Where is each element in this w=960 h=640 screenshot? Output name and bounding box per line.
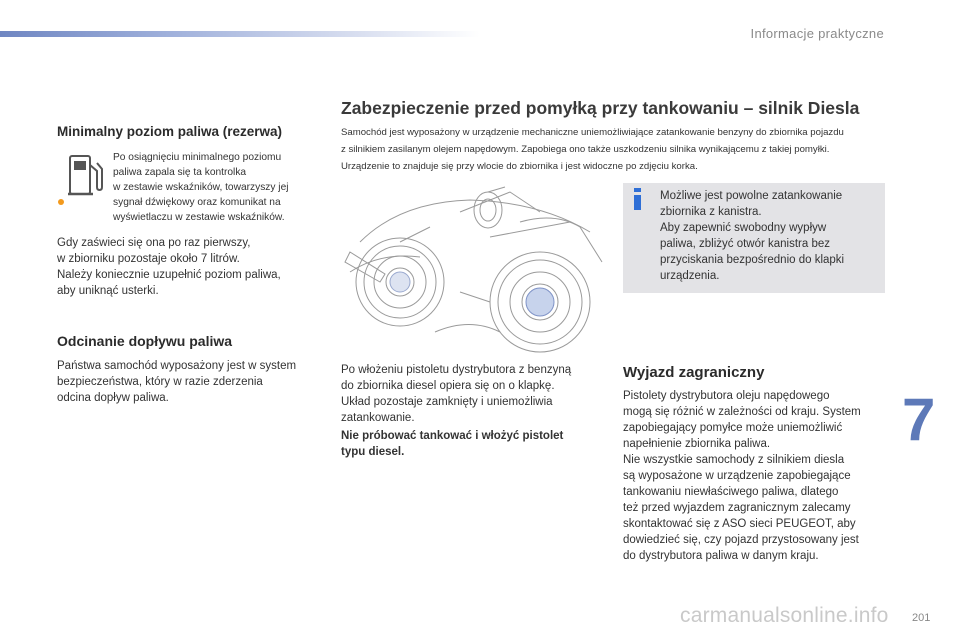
header-gradient-bar <box>0 31 480 37</box>
main-heading: Zabezpieczenie przed pomyłką przy tankowaniu – silnik Diesla <box>341 98 860 118</box>
info-icon <box>632 188 644 210</box>
chapter-number: 7 <box>902 386 936 453</box>
reserve-icon-text: Po osiągnięciu minimalnego poziomu paliwa zapala się ta kontrolka w zestawie wskaźników, towarzyszy jej sygnał dźwiękowy oraz komunikat na wyświetlaczu w zestawie wskaźników. <box>113 152 289 223</box>
warning-dot <box>58 199 64 205</box>
info-text: Możliwe jest powolne zatankowanie zbiornika z kanistra. Aby zapewnić swobodny wypływ paliwa, zbliżyć otwór kanistra bez przyciskania bezpośrednio do klapki urządzenia. <box>660 190 845 282</box>
reserve-heading: Minimalny poziom paliwa (rezerwa) <box>57 124 283 139</box>
page-number: 201 <box>912 612 931 624</box>
reserve-body: Gdy zaświeci się ona po raz pierwszy, w zbiorniku pozostaje około 7 litrów. Należy koniecznie uzupełnić poziom paliwa, aby uniknąć usterki. <box>57 237 281 297</box>
section-title: Informacje praktyczne <box>750 26 884 41</box>
info-box <box>623 183 885 293</box>
warning-text: Nie próbować tankować i włożyć pistolet typu diesel. <box>341 430 564 458</box>
main-intro: Samochód jest wyposażony w urządzenie mechaniczne uniemożliwiające zatankowanie benzyny do zbiornika pojazdu z silnikiem zasilanym olejem napędowym. Zapobiega ono także uszkodzeniu silnika wynikającemu z takiej pomyłki. Urządzenie to znajduje się przy wlocie do zbiornika i jest widoczne po zdjęciu korka. <box>341 127 844 172</box>
watermark: carmanualsonline.info <box>680 604 889 627</box>
abroad-body: Pistolety dystrybutora oleju napędowego mogą się różnić w zależności od kraju. System zapobiegający pomyłce może uniemożliwić napełnienie zbiornika paliwa. Nie wszystkie samochody z silnikiem diesla są wyposażone w urządzenie zapobiegające tankowaniu niewłaściwego paliwa, dlatego też przed wyjazdem zagranicznym zalecamy skontaktować się z ASO sieci PEUGEOT, aby dowiedzieć się, czy pojazd przystosowany jest do dystrybutora paliwa w danym kraju. <box>623 390 861 562</box>
cutoff-body: Państwa samochód wyposażony jest w system bezpieczeństwa, który w razie zderzenia odcina dopływ paliwa. <box>57 360 297 404</box>
fuel-pump-icon <box>66 151 106 199</box>
abroad-heading: Wyjazd zagraniczny <box>623 364 765 381</box>
fuel-inlet-diagram <box>340 182 612 354</box>
caption-text: Po włożeniu pistoletu dystrybutora z benzyną do zbiornika diesel opiera się on o klapkę. Układ pozostaje zamknięty i uniemożliwia zatankowanie. <box>341 364 572 424</box>
cutoff-heading: Odcinanie dopływu paliwa <box>57 333 233 349</box>
